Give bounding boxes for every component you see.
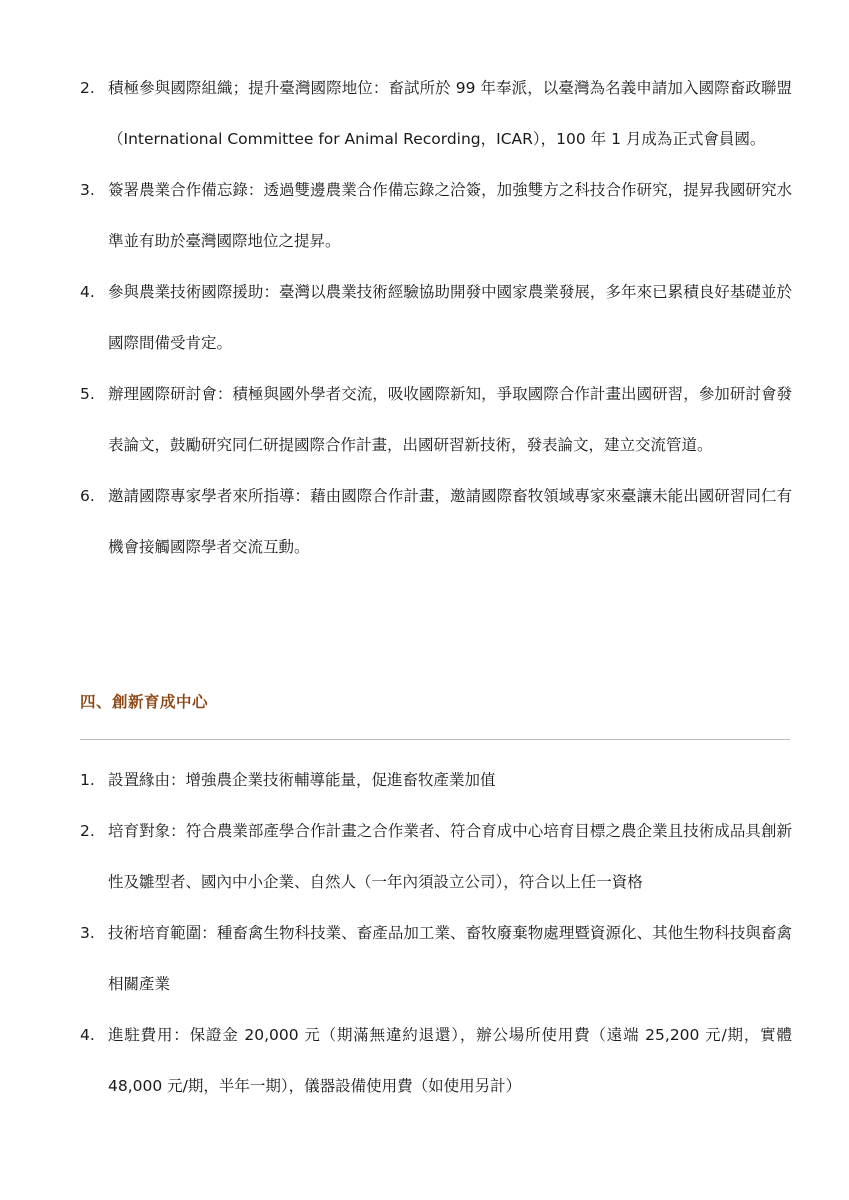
- list-item: [80, 267, 792, 369]
- item-number: 6.: [80, 487, 95, 505]
- list-item: [80, 908, 792, 1010]
- cooperation-list: [80, 63, 792, 573]
- item-number: 2.: [80, 822, 95, 840]
- item-text: 設置緣由：增強農企業技術輔導能量，促進畜牧產業加值: [108, 771, 496, 789]
- item-number: 5.: [80, 385, 95, 403]
- list-item: [80, 63, 792, 165]
- item-number: 4.: [80, 1026, 95, 1044]
- list-item: [80, 755, 792, 806]
- item-text: 簽署農業合作備忘錄：透過雙邊農業合作備忘錄之洽簽，加強雙方之科技合作研究，提昇我國研究水準並有助於臺灣國際地位之提昇。: [108, 181, 792, 250]
- item-text: 培育對象：符合農業部產學合作計畫之合作業者、符合育成中心培育目標之農企業且技術成品具創新性及雛型者、國內中小企業、自然人（一年內須設立公司），符合以上任一資格: [108, 822, 792, 891]
- item-text: 參與農業技術國際援助：臺灣以農業技術經驗協助開發中國家農業發展，多年來已累積良好基礎並於國際間備受肯定。: [108, 283, 792, 352]
- item-text: 辦理國際研討會：積極與國外學者交流，吸收國際新知，爭取國際合作計畫出國研習，參加研討會發表論文，鼓勵研究同仁研提國際合作計畫，出國研習新技術，發表論文，建立交流管道。: [108, 385, 792, 454]
- item-text: 邀請國際專家學者來所指導：藉由國際合作計畫，邀請國際畜牧領域專家來臺讓未能出國研習同仁有機會接觸國際學者交流互動。: [108, 487, 792, 556]
- item-number: 3.: [80, 181, 95, 199]
- list-item: [80, 165, 792, 267]
- item-number: 2.: [80, 79, 95, 97]
- section-divider: [80, 739, 790, 740]
- item-number: 1.: [80, 771, 95, 789]
- item-text: 積極參與國際組織；提升臺灣國際地位：畜試所於 99 年奉派，以臺灣為名義申請加入國際畜政聯盟（International Committee for Animal Recording，ICAR），100 年 1 月成為正式會員國。: [108, 79, 792, 148]
- list-item: [80, 806, 792, 908]
- list-item: [80, 369, 792, 471]
- item-text: 進駐費用：保證金 20,000 元（期滿無違約退還），辦公場所使用費（遠端 25,200 元/期，實體 48,000 元/期，半年一期），儀器設備使用費（如使用另計）: [108, 1026, 792, 1095]
- item-text: 技術培育範圍：種畜禽生物科技業、畜產品加工業、畜牧廢棄物處理暨資源化、其他生物科技與畜禽相關產業: [108, 924, 792, 993]
- list-item: [80, 471, 792, 573]
- section-heading: 四、創新育成中心: [80, 693, 209, 711]
- list-item: [80, 1010, 792, 1112]
- item-number: 4.: [80, 283, 95, 301]
- incubation-center-list: [80, 755, 792, 1112]
- item-number: 3.: [80, 924, 95, 942]
